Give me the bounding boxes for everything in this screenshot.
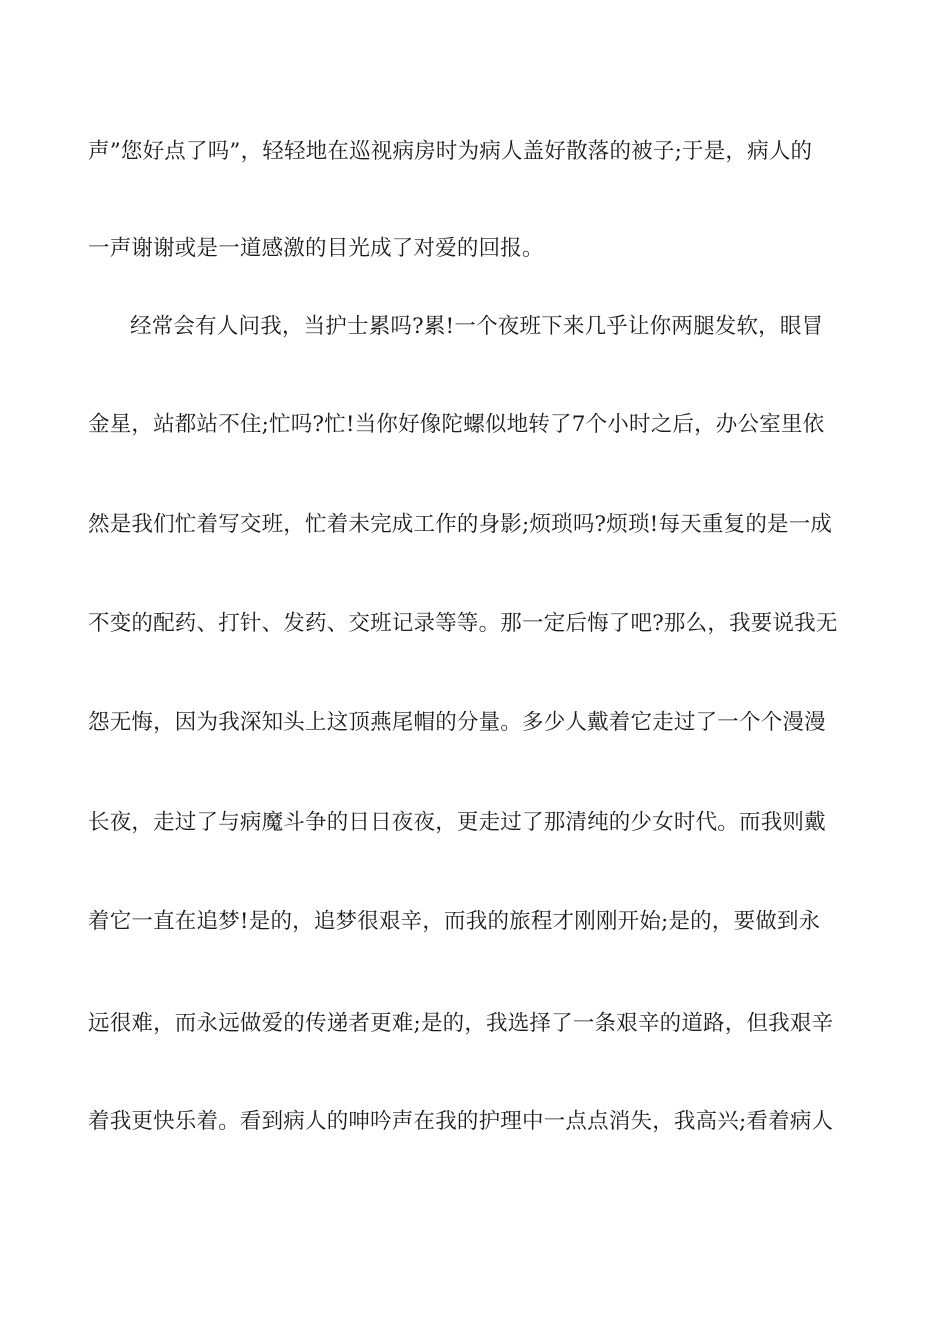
paragraph-start-line: 经常会有人问我，当护士累吗?累!一个夜班下来几乎让你两腿发软，眼冒 [130,314,824,339]
text-line-11: 着我更快乐着。看到病人的呻吟声在我的护理中一点点消失，我高兴;看着病人 [88,1109,834,1134]
text-line-4: 金星，站都站不住;忙吗?忙!当你好像陀螺似地转了7个小时之后，办公室里依 [88,412,825,437]
text-line-1: 声”您好点了吗”，轻轻地在巡视病房时为病人盖好散落的被子;于是，病人的 [88,139,813,164]
text-line-7: 怨无悔，因为我深知头上这顶燕尾帽的分量。多少人戴着它走过了一个个漫漫 [88,710,826,735]
text-line-8: 长夜，走过了与病魔斗争的日日夜夜，更走过了那清纯的少女时代。而我则戴 [88,810,826,835]
text-line-2: 一声谢谢或是一道感激的目光成了对爱的回报。 [88,236,544,261]
text-line-6: 不变的配药、打针、发药、交班记录等等。那一定后悔了吧?那么，我要说我无 [88,611,838,636]
text-line-5: 然是我们忙着写交班，忙着未完成工作的身影;烦琐吗?烦琐!每天重复的是一成 [88,512,833,537]
text-line-9: 着它一直在追梦!是的，追梦很艰辛，而我的旅程才刚刚开始;是的，要做到永 [88,909,821,934]
text-line-10: 远很难，而永远做爱的传递者更难;是的，我选择了一条艰辛的道路，但我艰辛 [88,1011,834,1036]
